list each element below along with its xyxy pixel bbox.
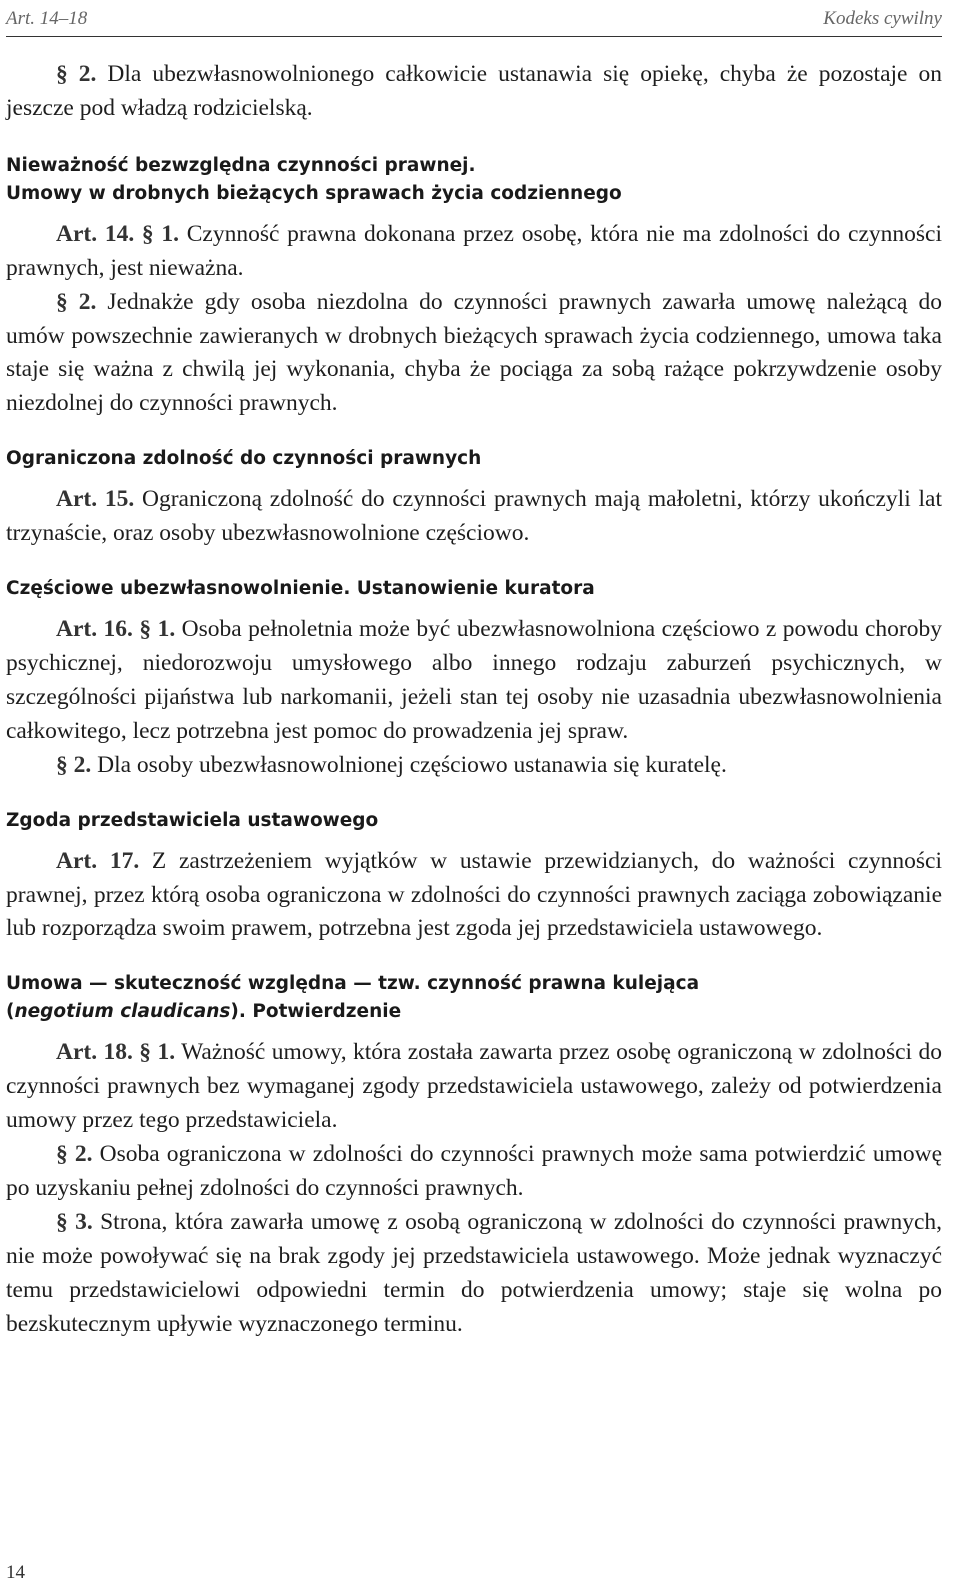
- section-heading-line: Ograniczona zdolność do czynności prawnych: [6, 448, 482, 470]
- article-text: Osoba pełnoletnia może być ubezwłasnowolniona częściowo z powodu choroby psychicznej, niedorozwoju umysłowego albo innego rodzaju zaburzeń psychicznych, w szczególności pijaństwa lub narkomanii, jeżeli stan tej osoby nie uzasadnia ubezwłasnowolnienia całkowitego, lecz potrzebna jest pomoc do prowadzenia jej spraw.: [6, 616, 942, 744]
- article-paragraph: [6, 1036, 942, 1138]
- section-heading-line: Zgoda przedstawiciela ustawowego: [6, 809, 379, 831]
- section-heading-line: Umowa — skuteczność względna — tzw. czynność prawna kulejąca: [6, 973, 700, 995]
- page-number: 14: [6, 1562, 25, 1583]
- article-paragraph: [6, 286, 942, 422]
- article-paragraph: [6, 1206, 942, 1342]
- article-number: Art. 16. § 1.: [56, 616, 176, 643]
- article-paragraph: [6, 845, 942, 947]
- article-text: Osoba ograniczona w zdolności do czynności prawnych może sama potwierdzić umowę po uzyskaniu pełnej zdolności do czynności prawnych.: [6, 1141, 942, 1201]
- article-number: § 2.: [56, 1141, 93, 1168]
- article-text: Dla ubezwłasnowolnionego całkowicie ustanawia się opiekę, chyba że pozostaje on jeszcze pod władzą rodzicielską.: [6, 61, 942, 121]
- article-number: § 3.: [56, 1208, 93, 1235]
- running-header: [6, 6, 942, 37]
- article-number: Art. 17.: [56, 847, 140, 874]
- article-paragraph: [6, 58, 942, 126]
- article-text: Ważność umowy, która została zawarta przez osobę ograniczoną w zdolności do czynności prawnych bez wymaganej zgody przedstawiciela ustawowego, zależy od potwierdzenia umowy przez tego przedstawiciela.: [6, 1039, 942, 1134]
- article-text: Jednakże gdy osoba niezdolna do czynności prawnych zawarła umowę należącą do umów powszechnie zawieranych w drobnych bieżących sprawach życia codziennego, umowa taka staje się ważna z chwilą jej wykonania, chyba że pociąga za sobą rażące pokrzywdzenie osoby niezdolnej do czynności prawnych.: [6, 288, 942, 417]
- article-number: Art. 18. § 1.: [56, 1039, 176, 1066]
- section-heading-line: (negotium claudicans). Potwierdzenie: [6, 1001, 402, 1023]
- article-paragraph: [6, 749, 942, 783]
- article-text: Dla osoby ubezwłasnowolnionej częściowo ustanawia się kuratelę.: [91, 751, 727, 778]
- article-paragraph: [6, 1138, 942, 1206]
- section-heading: [6, 807, 942, 835]
- article-paragraph: [6, 218, 942, 286]
- article-number: Art. 14. § 1.: [56, 220, 180, 247]
- section-heading: [6, 970, 942, 1026]
- article-paragraph: [6, 483, 942, 551]
- article-number: § 2.: [56, 61, 97, 87]
- section-heading-line: Umowy w drobnych bieżących sprawach życia codziennego: [6, 182, 622, 204]
- latin-term: negotium claudicans: [14, 1001, 231, 1023]
- article-number: Art. 15.: [56, 486, 135, 513]
- document-body: [6, 58, 942, 1341]
- header-code-title: Kodeks cywilny: [823, 8, 942, 29]
- article-text: Czynność prawna dokonana przez osobę, która nie ma zdolności do czynności prawnych, jest nieważna.: [6, 220, 942, 281]
- section-heading-line: Częściowe ubezwłasnowolnienie. Ustanowienie kuratora: [6, 578, 595, 600]
- header-article-range: Art. 14–18: [6, 8, 88, 29]
- article-paragraph: [6, 613, 942, 749]
- article-text: Ograniczoną zdolność do czynności prawnych mają małoletni, którzy ukończyli lat trzynaście, oraz osoby ubezwłasnowolnione częściowo.: [6, 486, 942, 547]
- section-heading: [6, 152, 942, 208]
- section-heading: [6, 575, 942, 603]
- article-text: Strona, która zawarła umowę z osobą ograniczoną w zdolności do czynności prawnych, nie może powoływać się na brak zgody jej przedstawiciela ustawowego. Może jednak wyznaczyć temu przedstawicielowi odpowiedni termin do potwierdzenia umowy; staje się wolna po bezskutecznym upływie wyznaczonego terminu.: [6, 1208, 943, 1337]
- section-heading: [6, 445, 942, 473]
- section-heading-line: Nieważność bezwzględna czynności prawnej.: [6, 154, 476, 176]
- article-number: § 2.: [56, 288, 97, 315]
- article-text: Z zastrzeżeniem wyjątków w ustawie przewidzianych, do ważności czynności prawnej, przez którą osoba ograniczona w zdolności do czynności prawnych zaciąga zobowiązanie lub rozporządza swoim prawem, potrzebna jest zgoda jej przedstawiciela ustawowego.: [6, 847, 942, 942]
- article-number: § 2.: [56, 751, 92, 778]
